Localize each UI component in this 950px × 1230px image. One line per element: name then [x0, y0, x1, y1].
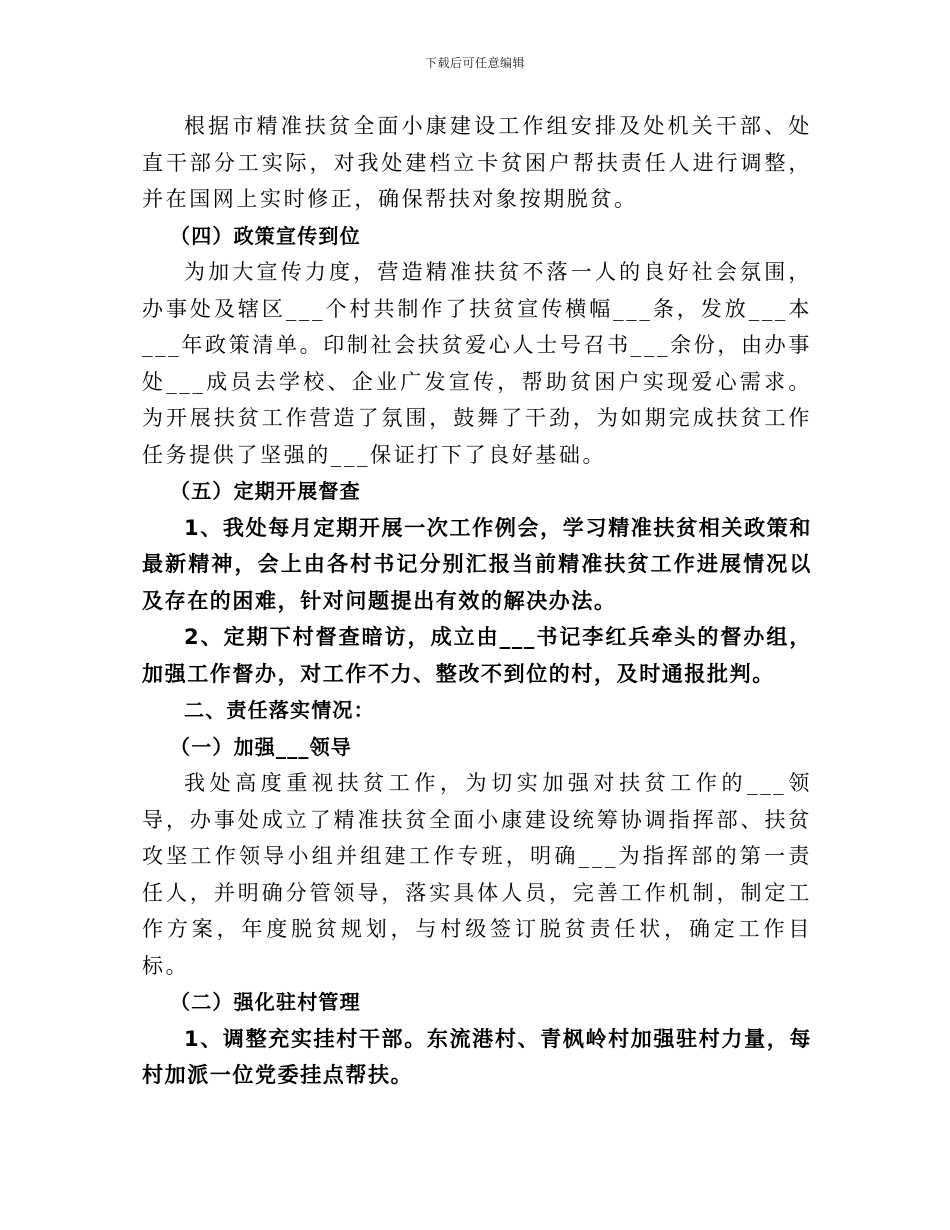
paragraph-publicity: 为加大宣传力度，营造精准扶贫不落一人的良好社会氛围，办事处及辖区___个村共制作了扶贫宣传横幅___条，发放___本___年政策清单。印制社会扶贫爱心人士号召书___余份，由办事处___成员去学校、企业广发宣传，帮助贫困户实现爱心需求。为开展扶贫工作营造了氛围，鼓舞了干劲，为如期完成扶贫工作任务提供了坚强的___保证打下了良好基础。 [142, 260, 812, 467]
paragraph-leadership: 我处高度重视扶贫工作，为切实加强对扶贫工作的___领导，办事处成立了精准扶贫全面小康建设统筹协调指挥部、扶贫攻坚工作领导小组并组建工作专班，明确___为指挥部的第一责任人，并明确分管领导，落实具体人员，完善工作机制，制定工作方案，年度脱贫规划，与村级签订脱贫责任状，确定工作目标。 [142, 771, 812, 978]
paragraph-monthly-meeting: 1、我处每月定期开展一次工作例会，学习精准扶贫相关政策和最新精神，会上由各村书记分别汇报当前精准扶贫工作进展情况以及存在的困难，针对问题提出有效的解决办法。 [142, 515, 812, 613]
section-heading-regular-inspection: （五）定期开展督查 [170, 479, 361, 503]
paragraph-village-cadres: 1、调整充实挂村干部。东流港村、青枫岭村加强驻村力量，每村加派一位党委挂点帮扶。 [142, 1026, 812, 1087]
section-heading-strengthen-leadership: （一）加强___领导 [170, 734, 352, 759]
section-heading-village-management: （二）强化驻村管理 [170, 990, 361, 1014]
document-body [142, 108, 812, 1094]
paragraph-assistance-adjustment: 根据市精准扶贫全面小康建设工作组安排及处机关干部、处直干部分工实际，对我处建档立卡贫困户帮扶责任人进行调整，并在国网上实时修正，确保帮扶对象按期脱贫。 [142, 114, 812, 211]
section-heading-policy-publicity: （四）政策宣传到位 [170, 223, 361, 248]
chapter-heading-responsibility: 二、责任落实情况： [184, 698, 375, 722]
paragraph-inspection-visits: 2、定期下村督查暗访，成立由___书记李红兵牵头的督办组，加强工作督办，对工作不力、整改不到位的村，及时通报批判。 [142, 625, 812, 686]
page-header: 下载后可任意编辑 [424, 56, 525, 70]
